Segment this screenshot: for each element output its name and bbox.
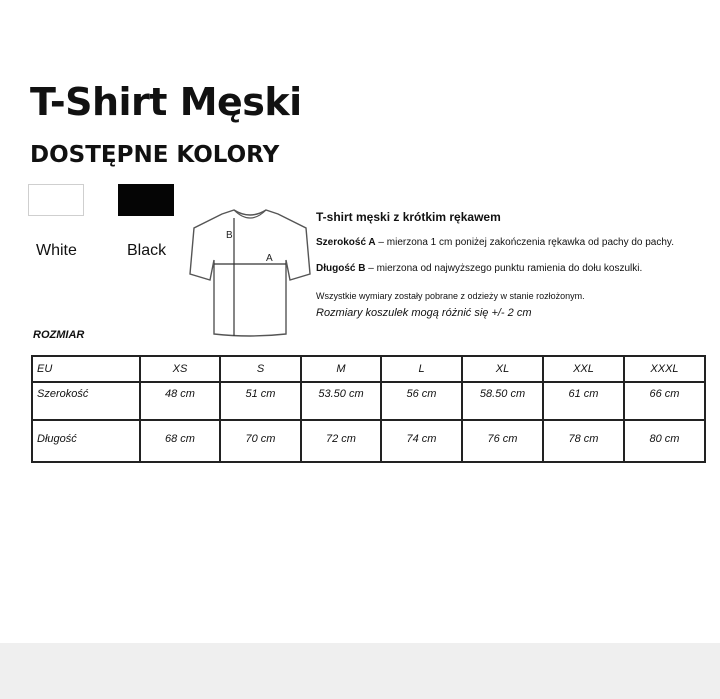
available-colors-heading: DOSTĘPNE KOLORY — [30, 142, 280, 168]
header-cell-eu: EU — [32, 356, 140, 382]
table-cell: Szerokość — [32, 382, 140, 420]
header-cell-xxxl: XXXL — [624, 356, 705, 382]
label-b: B — [226, 230, 233, 241]
table-cell: 66 cm — [624, 382, 705, 420]
size-table — [31, 355, 706, 463]
table-cell: 56 cm — [381, 382, 462, 420]
width-term: Szerokość A — [316, 237, 376, 248]
black-color-label: Black — [127, 242, 167, 259]
width-definition — [316, 237, 674, 248]
length-row — [32, 420, 705, 462]
label-a: A — [266, 253, 273, 264]
table-cell: 74 cm — [381, 420, 462, 462]
page-title: T-Shirt Męski — [30, 80, 302, 124]
width-text: – mierzona 1 cm poniżej zakończenia rękawka od pachy do pachy. — [375, 237, 674, 248]
table-cell: 53.50 cm — [301, 382, 381, 420]
length-term: Długość B — [316, 263, 366, 274]
size-section-label: ROZMIAR — [33, 329, 85, 341]
table-cell: 61 cm — [543, 382, 624, 420]
info-heading: T-shirt męski z krótkim rękawem — [316, 210, 501, 224]
header-cell-xs: XS — [140, 356, 220, 382]
width-row — [32, 382, 705, 420]
header-cell-m: M — [301, 356, 381, 382]
table-cell: 80 cm — [624, 420, 705, 462]
table-cell: 68 cm — [140, 420, 220, 462]
header-cell-l: L — [381, 356, 462, 382]
tshirt-measurement-diagram — [186, 204, 314, 344]
tshirt-outline — [190, 210, 310, 336]
black-color-swatch — [118, 184, 174, 216]
bottom-band — [0, 643, 720, 699]
table-cell: 51 cm — [220, 382, 301, 420]
header-cell-s: S — [220, 356, 301, 382]
size-header-row — [32, 356, 705, 382]
size-variance-note: Rozmiary koszulek mogą różnić się +/- 2 cm — [316, 307, 532, 319]
header-cell-xxl: XXL — [543, 356, 624, 382]
measurement-note: Wszystkie wymiary zostały pobrane z odzieży w stanie rozłożonym. — [316, 291, 585, 301]
table-cell: 72 cm — [301, 420, 381, 462]
table-cell: 48 cm — [140, 382, 220, 420]
table-cell: Długość — [32, 420, 140, 462]
white-color-swatch — [28, 184, 84, 216]
header-cell-xl: XL — [462, 356, 543, 382]
table-cell: 76 cm — [462, 420, 543, 462]
table-cell: 78 cm — [543, 420, 624, 462]
length-definition — [316, 263, 642, 274]
table-cell: 58.50 cm — [462, 382, 543, 420]
table-cell: 70 cm — [220, 420, 301, 462]
white-color-label: White — [36, 242, 77, 259]
length-text: – mierzona od najwyższego punktu ramienia do dołu koszulki. — [365, 263, 643, 274]
